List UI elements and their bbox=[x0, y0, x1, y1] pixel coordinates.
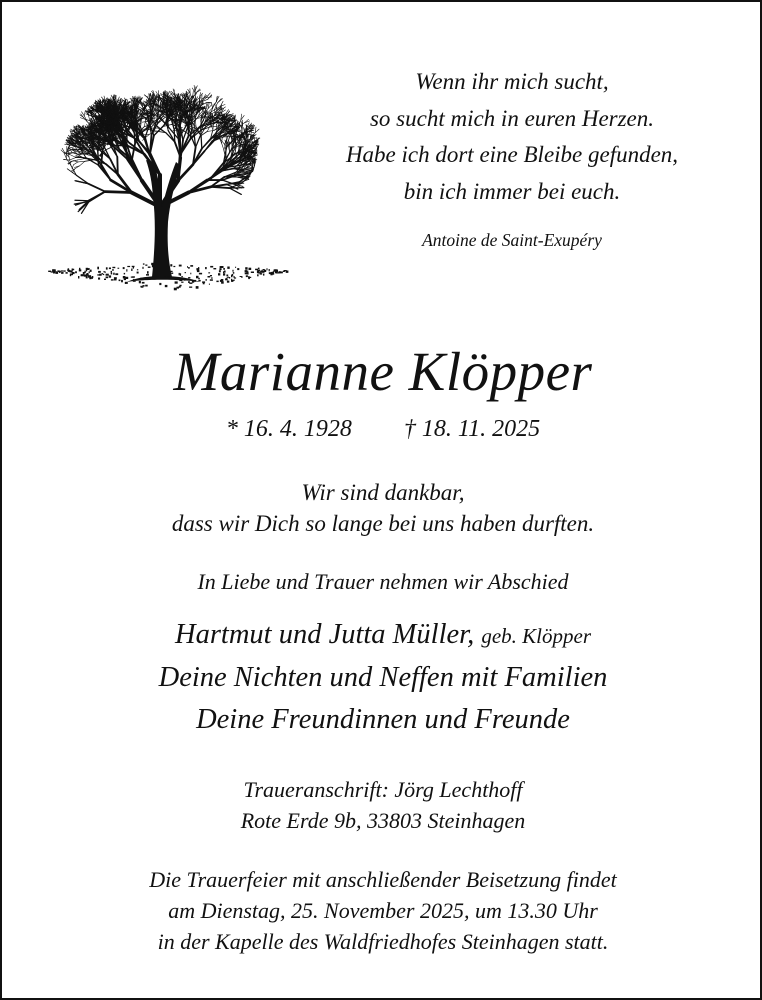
tree-icon bbox=[42, 32, 292, 317]
gratitude-line: Wir sind dankbar, bbox=[301, 480, 465, 505]
poem-author: Antoine de Saint-Exupéry bbox=[422, 230, 602, 250]
deceased-name: Marianne Klöpper bbox=[173, 341, 593, 402]
service-line: in der Kapelle des Waldfriedhofes Steinhagen statt. bbox=[157, 929, 609, 954]
mourner-friends: Deine Freundinnen und Freunde bbox=[196, 704, 570, 735]
gratitude-text bbox=[2, 477, 762, 539]
maiden-name: geb. Klöpper bbox=[481, 624, 592, 648]
mourner-family bbox=[2, 614, 762, 657]
mourner-relatives: Deine Nichten und Neffen mit Familien bbox=[158, 662, 608, 693]
poem-line: so sucht mich in euren Herzen. bbox=[369, 105, 655, 131]
mourning-address bbox=[2, 774, 762, 836]
service-line: Die Trauerfeier mit anschließender Beisetzung findet bbox=[149, 867, 617, 892]
address-line: Rote Erde 9b, 33803 Steinhagen bbox=[240, 808, 526, 833]
service-line: am Dienstag, 25. November 2025, um 13.30 Uhr bbox=[168, 898, 598, 923]
poem bbox=[292, 64, 732, 210]
birth-date: * 16. 4. 1928 bbox=[225, 416, 352, 442]
poem-line: Wenn ihr mich sucht, bbox=[415, 69, 609, 94]
poem-line: Habe ich dort eine Bleibe gefunden, bbox=[345, 142, 679, 167]
funeral-service-info bbox=[2, 864, 762, 957]
farewell-text: In Liebe und Trauer nehmen wir Abschied bbox=[197, 569, 569, 594]
mourners-list bbox=[2, 614, 762, 741]
gratitude-line: dass wir Dich so lange bei uns haben durften. bbox=[171, 511, 595, 536]
mourner-family-name: Hartmut und Jutta Müller, bbox=[174, 619, 475, 650]
poem-line: bin ich immer bei euch. bbox=[403, 178, 621, 204]
life-dates bbox=[2, 412, 762, 446]
address-line: Traueranschrift: Jörg Lechthoff bbox=[243, 777, 523, 802]
death-date: † 18. 11. 2025 bbox=[403, 416, 541, 442]
